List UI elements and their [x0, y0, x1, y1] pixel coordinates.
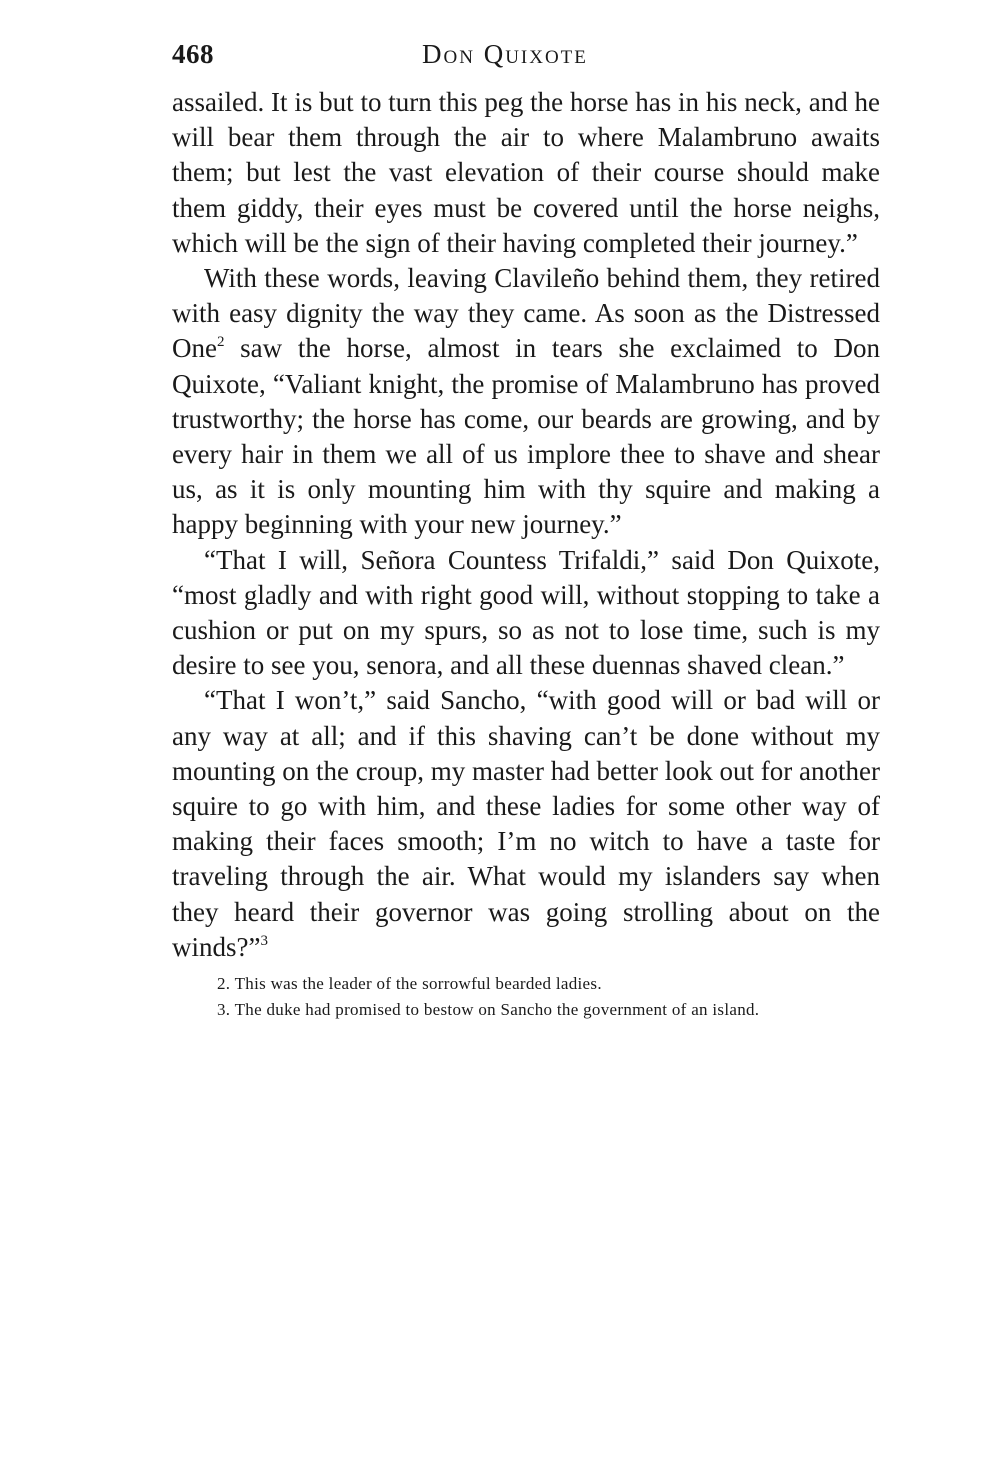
paragraph-2-text-before: With these words, leaving Clavileño behind them, they retired with easy dignity the way they came. As soon as the Distressed One: [172, 263, 880, 364]
paragraph-2-text-after: saw the horse, almost in tears she exclaimed to Don Quixote, “Valiant knight, the promise of Malambruno has proved trustworthy; the horse has come, our beards are growing, and by every hair in them we all of us implore thee to shave and shear us, as it is only mounting him with thy squire and making a happy beginning with your new journey.”: [172, 333, 880, 540]
footnote-ref-2: 2: [216, 334, 225, 351]
paragraph-4: [172, 683, 880, 965]
paragraph-4-text: “That I won’t,” said Sancho, “with good will or bad will or any way at all; and if this shaving can’t be done without my mounting on the croup, my master had better look out for another squire to go with him, and these ladies for some other way of making their faces smooth; I’m no witch to have a taste for traveling through the air. What would my islanders say when they heard their governor was going strolling about on the winds?”: [172, 685, 880, 962]
page-number: 468: [172, 39, 214, 69]
running-title: Don Quixote: [422, 39, 588, 69]
paragraph-2: [172, 261, 880, 543]
footnote-ref-3: 3: [260, 932, 268, 949]
paragraph-1: assailed. It is but to turn this peg the horse has in his neck, and he will bear them through the air to where Malambruno awaits them; but lest the vast elevation of their course should make them giddy, their eyes must be covered until the horse neighs, which will be the sign of their having completed their journey.”: [172, 87, 880, 258]
footnotes: [172, 971, 880, 1023]
book-page: [172, 36, 880, 1023]
paragraph-3: “That I will, Señora Countess Trifaldi,” said Don Quixote, “most gladly and with right good will, without stopping to take a cushion or put on my spurs, so as not to lose time, such is my desire to see you, senora, and all these duennas shaved clean.”: [172, 544, 880, 681]
footnote-3: 3. The duke had promised to bestow on Sancho the government of an island.: [217, 1000, 760, 1020]
footnote-2: 2. This was the leader of the sorrowful bearded ladies.: [217, 974, 602, 994]
body-text: [172, 85, 880, 965]
running-head: [172, 36, 880, 72]
